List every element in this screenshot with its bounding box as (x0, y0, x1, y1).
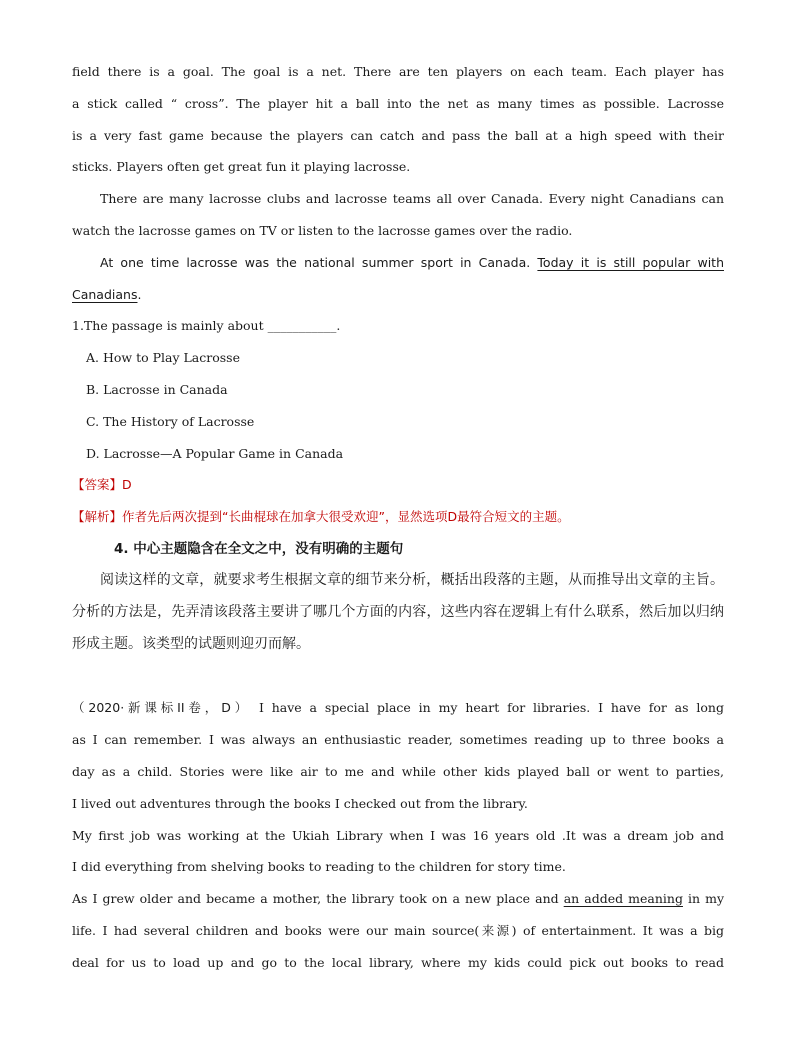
answer-value: D (122, 477, 132, 493)
paragraph3-text: At one time lacrosse was the national summer sport in Canada. (100, 254, 538, 270)
text-line: watch the lacrosse games on TV or listen to the lacrosse games over the radio. (72, 222, 573, 238)
text-line: field there is a goal. The goal is a net. There are ten players on each team. Each player has (72, 64, 724, 79)
line-after-underline: in my (682, 891, 725, 907)
text-line: deal for us to load up and go to the local library, where my kids could pick out books to read (72, 954, 724, 970)
text-line (72, 279, 724, 311)
text-line (72, 883, 724, 915)
passage1-paragraph1 (72, 56, 724, 183)
analysis-label: 【解析】 (72, 509, 123, 525)
passage2-first-line: I have a special place in my heart for libraries. I have for as long (258, 700, 724, 716)
text-line: is a very fast game because the players can catch and pass the ball at a high speed with their (72, 127, 724, 143)
option-d: D. Lacrosse—A Popular Game in Canada (86, 445, 344, 461)
text-line (72, 247, 724, 279)
passage2 (72, 692, 724, 978)
answer-line (72, 469, 724, 501)
section-4 (72, 533, 724, 660)
option-c: C. The History of Lacrosse (86, 413, 255, 429)
analysis-text: 作者先后两次提到“长曲棍球在加拿大很受欢迎”，显然选项D最符合短文的主题。 (122, 509, 570, 525)
question-stem: 1.The passage is mainly about ___________. (72, 318, 341, 334)
analysis-line (72, 501, 724, 533)
text-line: 分析的方法是，先弄清该段落主要讲了哪几个方面的内容，这些内容在逻辑上有什么联系，然后加以归纳 (72, 603, 724, 620)
question-block (72, 310, 724, 533)
option-b: B. Lacrosse in Canada (86, 381, 228, 397)
text-line: There are many lacrosse clubs and lacrosse teams all over Canada. Every night Canadians can (100, 191, 724, 207)
document-page (72, 56, 724, 979)
source-citation: （2020·新课标II卷，D） (72, 700, 252, 716)
passage1-paragraph3 (72, 247, 724, 311)
passage1-paragraph2 (72, 183, 724, 247)
underlined-sentence: Today it is still popular with (537, 254, 724, 270)
line-before-underline: As I grew older and became a mother, the library took on a new place and (72, 891, 564, 907)
underlined-phrase: an added meaning (563, 891, 683, 907)
text-line: life. I had several children and books were our main source(来源) of entertainment. It was a big (72, 922, 724, 938)
section-paragraph (72, 565, 724, 660)
option-a: A. How to Play Lacrosse (86, 350, 240, 366)
text-line: a stick called “ cross”. The player hit a ball into the net as many times as possible. Lacrosse (72, 95, 724, 111)
section-heading: 4. 中心主题隐含在全文之中，没有明确的主题句 (114, 540, 404, 557)
text-line: sticks. Players often get great fun it playing lacrosse. (72, 159, 411, 175)
text-line: I lived out adventures through the books I checked out from the library. (72, 795, 528, 811)
text-line: I did everything from shelving books to reading to the children for story time. (72, 859, 566, 875)
text-line (72, 692, 724, 724)
text-line: My first job was working at the Ukiah Library when I was 16 years old .It was a dream job and (72, 827, 724, 843)
text-line: 阅读这样的文章，就要求考生根据文章的细节来分析，概括出段落的主题，从而推导出文章的主旨。 (100, 571, 724, 588)
text-line: 形成主题。该类型的试题则迎刃而解。 (72, 635, 310, 652)
sentence-period: . (137, 286, 142, 302)
answer-label: 【答案】 (72, 477, 123, 493)
spacer (72, 660, 724, 692)
text-line: day as a child. Stories were like air to me and while other kids played ball or went to parties, (72, 763, 724, 779)
underlined-sentence-end: Canadians (72, 286, 138, 302)
text-line: as I can remember. I was always an enthusiastic reader, sometimes reading up to three books a (72, 732, 724, 748)
